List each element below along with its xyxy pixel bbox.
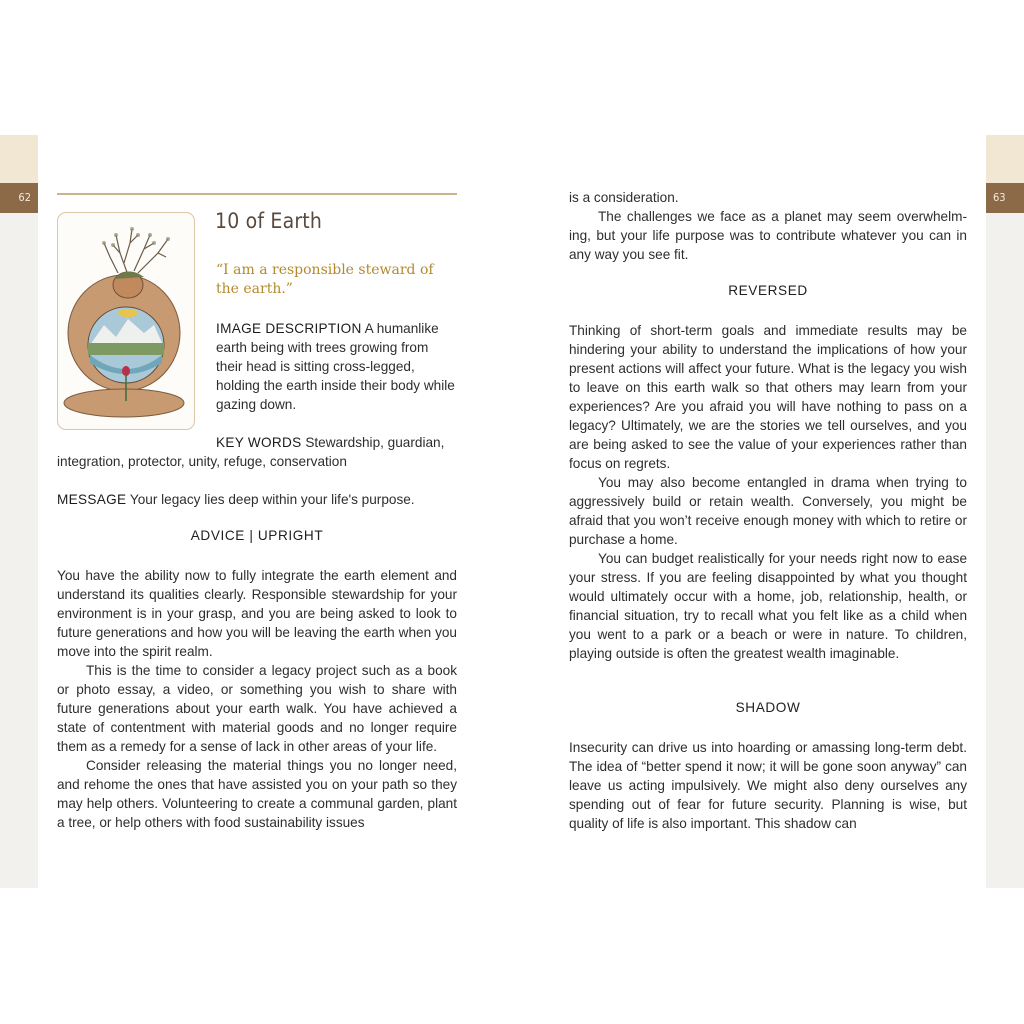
key-words-line2: integration, protector, unity, refuge, conservation xyxy=(57,454,347,469)
tarot-card-illustration xyxy=(57,212,195,430)
key-words-line1: Stewardship, guardian, xyxy=(305,435,445,450)
paragraph: This is the time to consider a legacy project such as a book or photo essay, a video, or something you wish to share with future generations about your earth walk. You have achieved a state of contentment with material goods and no longer require them as a remedy for a sense of lack in other areas of your life. xyxy=(57,663,457,754)
section-heading-reversed: REVERSED xyxy=(728,283,808,298)
advice-upright-continued xyxy=(569,188,967,264)
header-rule xyxy=(57,193,457,195)
left-page-edge xyxy=(0,135,38,888)
page-edge-band xyxy=(986,135,1024,183)
key-words-label: KEY WORDS xyxy=(216,435,302,450)
paragraph: Thinking of short-term goals and immediate results may be hindering your ability to understand the implications of how your present actions will affect your future. What is the legacy you wish to leave on this earth walk so that others may learn from your experiences? Are you afraid you will have nothing to pass on a legacy? Ultimately, we are the stories we tell ourselves, and you are being asked to see the value of your experiences rather than focus on regrets. xyxy=(569,323,967,471)
message-text: Your legacy lies deep within your life's purpose. xyxy=(129,492,415,507)
paragraph: You may also become entangled in drama when trying to aggressively build or retain wealth. Conversely, you might be afraid that you won’t receive enough money with which to retire or purchase a home. xyxy=(569,475,967,547)
page-number-right: 63 xyxy=(986,183,1024,213)
card-affirmation: “I am a responsible steward of the earth.” xyxy=(216,262,434,297)
message xyxy=(57,490,457,509)
paragraph: is a consideration. xyxy=(569,190,679,205)
reversed-body xyxy=(569,321,967,663)
image-description xyxy=(216,319,456,414)
page-edge-band xyxy=(0,135,38,183)
image-description-text: A humanlike earth being with trees growing from their head is sitting cross-legged, holding the earth inside their body while gazing down. xyxy=(216,321,455,412)
paragraph: Insecurity can drive us into hoarding or amassing long-term debt. The idea of “better spend it now; it will be gone soon anyway” can leave us acting impulsively. We might also deny ourselves any spending out of fear for future security. Planning is wise, but quality of life is also important. This shadow can xyxy=(569,740,967,831)
earth-being-illustration xyxy=(58,213,194,429)
card-title: 10 of Earth xyxy=(215,209,323,233)
shadow-body xyxy=(569,738,967,833)
advice-upright-body xyxy=(57,566,457,832)
section-heading-advice-upright: ADVICE | UPRIGHT xyxy=(190,528,324,543)
message-label: MESSAGE xyxy=(57,492,127,507)
page-number-left: 62 xyxy=(0,183,38,213)
paragraph: You have the ability now to fully integrate the earth element and understand its qualities clearly. Responsible stewardship for your environment is in your grasp, and you are being asked to look to future generations and how you will be leaving the earth when you move into the spirit realm. xyxy=(57,568,457,659)
paragraph: You can budget realistically for your needs right now to ease your stress. If you are feeling disappointed by what you thought would ultimately occur with a home, job, relationship, health, or financial situation, try to recall what you felt like as a child when you went to a park or a beach or were in nature. To children, playing outside is often the greatest wealth imaginable. xyxy=(569,551,967,661)
right-page-edge xyxy=(986,135,1024,888)
paragraph: The challenges we face as a planet may seem overwhelming, but your life purpose was to contribute whatever you can in any way you see fit. xyxy=(569,209,967,262)
key-words xyxy=(57,433,457,471)
tree-branches-icon xyxy=(104,229,168,275)
section-heading-shadow: SHADOW xyxy=(735,700,801,715)
book-spread xyxy=(0,135,1024,888)
paragraph: Consider releasing the material things you no longer need, and rehome the ones that have assisted you on your path so they may help others. Volunteering to create a communal garden, plant a tree, or help others with food sustainability issues xyxy=(57,758,457,830)
image-description-label: IMAGE DESCRIPTION xyxy=(216,321,362,336)
